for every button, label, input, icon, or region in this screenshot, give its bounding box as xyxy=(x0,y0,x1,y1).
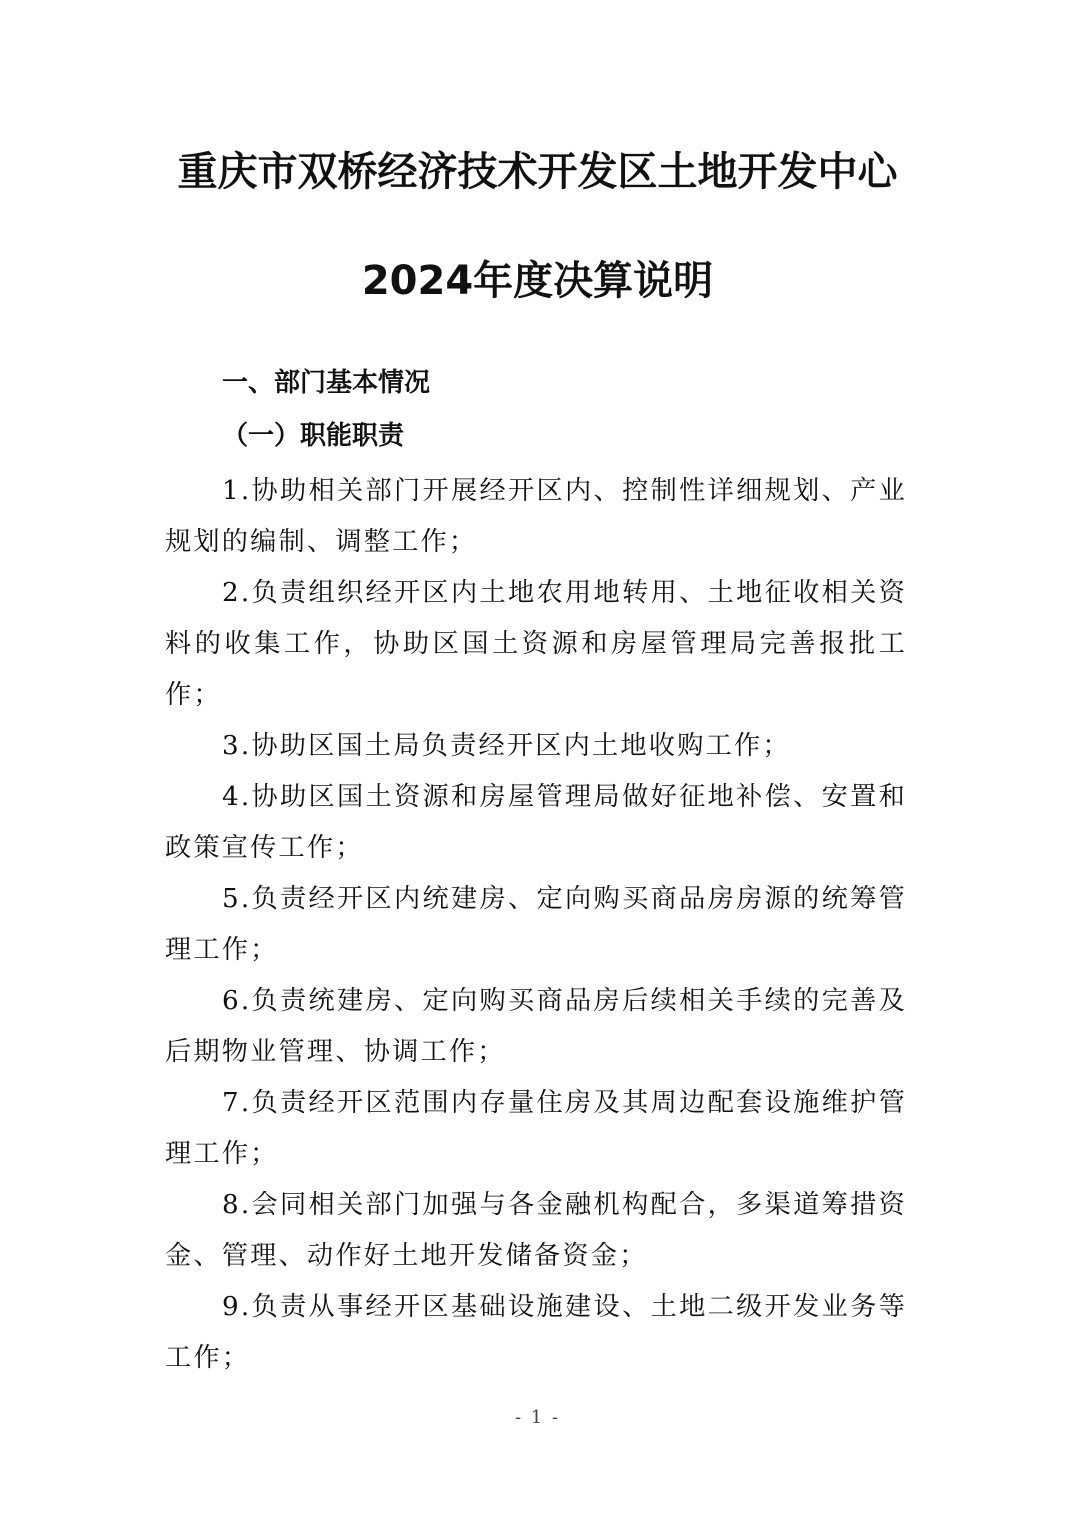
document-title-line-2: 2024年度决算说明 xyxy=(361,258,714,304)
paragraph-6: 6.负责统建房、定向购买商品房后续相关手续的完善及后期物业管理、协调工作； xyxy=(165,986,907,1067)
subsection-heading: （一）职能职责 xyxy=(222,421,405,451)
paragraph-2: 2.负责组织经开区内土地农用地转用、土地征收相关资料的收集工作，协助区国土资源和房屋管理局完善报批工作； xyxy=(165,578,907,710)
paragraph-8: 8.会同相关部门加强与各金融机构配合，多渠道筹措资金、管理、动作好土地开发储备资金； xyxy=(165,1190,907,1271)
document-title-line-1: 重庆市双桥经济技术开发区土地开发中心 xyxy=(177,149,898,195)
paragraph-7: 7.负责经开区范围内存量住房及其周边配套设施维护管理工作； xyxy=(165,1088,907,1169)
paragraph-4: 4.协助区国土资源和房屋管理局做好征地补偿、安置和政策宣传工作； xyxy=(165,782,907,863)
paragraph-9: 9.负责从事经开区基础设施建设、土地二级开发业务等工作； xyxy=(165,1292,907,1373)
body-text xyxy=(165,466,907,1384)
section-heading: 一、部门基本情况 xyxy=(222,368,431,398)
paragraph-3: 3.协助区国土局负责经开区内土地收购工作； xyxy=(222,731,791,761)
page-number: - 1 - xyxy=(514,1407,561,1428)
paragraph-1: 1.协助相关部门开展经开区内、控制性详细规划、产业规划的编制、调整工作； xyxy=(165,476,907,557)
paragraph-5: 5.负责经开区内统建房、定向购买商品房房源的统筹管理工作； xyxy=(165,884,907,965)
